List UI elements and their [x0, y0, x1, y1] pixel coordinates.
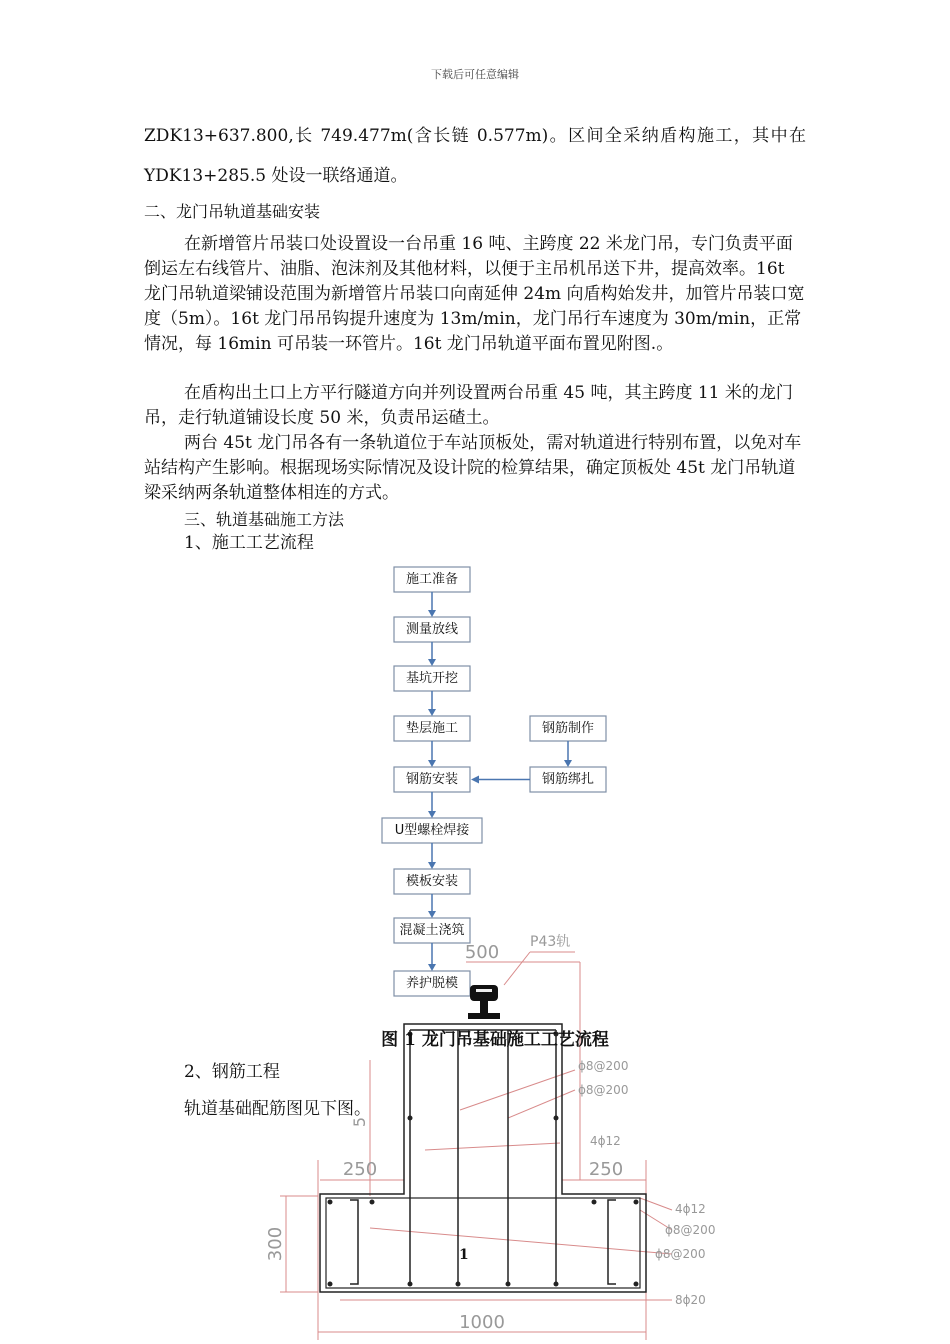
rebar-label: 4ϕ12	[590, 1134, 621, 1148]
flow-side-step-1	[530, 716, 606, 741]
rail-label: P43轨	[530, 934, 571, 950]
svg-text:基坑开挖: 基坑开挖	[405, 671, 459, 686]
paragraph-line: YDK13+285.5 处设一联络通道。	[144, 166, 408, 186]
svg-text:钢筋制作: 钢筋制作	[541, 721, 595, 736]
page-number: 1	[459, 1247, 469, 1263]
flow-step-8	[394, 918, 470, 943]
dim-top: 500	[464, 942, 500, 963]
page-header: 下载后可任意编辑	[431, 68, 519, 81]
flow-step-4	[394, 716, 470, 741]
section-heading: 三、轨道基础施工方法	[184, 510, 345, 529]
subsection-heading: 2、钢筋工程	[184, 1062, 280, 1082]
dim-stem: 5	[350, 1116, 369, 1128]
flow-step-1	[394, 567, 470, 592]
rebar-label: ϕ8@200	[578, 1083, 629, 1097]
rebar-label: 4ϕ12	[675, 1202, 706, 1216]
flow-step-2	[394, 617, 470, 642]
dim-width: 1000	[459, 1312, 505, 1333]
subsection-heading: 1、施工工艺流程	[184, 533, 314, 553]
rebar-label: ϕ8@200	[655, 1247, 706, 1261]
dim-right: 250	[588, 1159, 624, 1180]
svg-text:测量放线: 测量放线	[405, 622, 459, 637]
dim-height: 300	[265, 1226, 286, 1262]
flow-step-6	[382, 818, 482, 843]
paragraph: 在盾构出土口上方平行隧道方向并列设置两台吊重 45 吨，其主跨度 11 米的龙门吊，走行轨道铺设长度 50 米，负责吊运碴土。	[144, 383, 793, 428]
rebar-label: ϕ8@200	[665, 1223, 716, 1237]
paragraph-line: ZDK13+637.800,长 749.477m(含长链 0.577m)。区间全采纳盾构施工，其中在	[144, 126, 806, 146]
figure-caption: 图 1 龙门吊基础施工工艺流程	[381, 1030, 609, 1050]
svg-text:U型螺栓焊接: U型螺栓焊接	[394, 823, 470, 838]
svg-text:模板安装: 模板安装	[405, 874, 459, 889]
rebar-label: 8ϕ20	[675, 1293, 706, 1307]
svg-text:施工准备: 施工准备	[405, 572, 459, 587]
section-heading: 二、龙门吊轨道基础安装	[144, 202, 321, 221]
flow-step-9	[394, 971, 470, 996]
svg-text:钢筋绑扎: 钢筋绑扎	[541, 772, 595, 787]
rail-icon	[468, 985, 500, 1019]
dim-left: 250	[342, 1159, 378, 1180]
flow-side-step-2	[530, 767, 606, 792]
flow-step-3	[394, 666, 470, 691]
svg-text:钢筋安装: 钢筋安装	[405, 772, 459, 787]
paragraph: 在新增管片吊装口处设置设一台吊重 16 吨、主跨度 22 米龙门吊，专门负责平面倒运左右线管片、油脂、泡沫剂及其他材料，以便于主吊机吊送下井，提高效率。16t 龙门吊轨道梁铺设范围为新增管片吊装口向南延伸 24m 向盾构始发井，加管片吊装口宽度（5m）。16t 龙门吊吊钩提升速度为 13m/min，龙门吊行车速度为 30m/min，正常情况，每 16min 可吊装一环管片。16t 龙门吊轨道平面布置见附图.。	[144, 234, 805, 354]
rebar-label: ϕ8@200	[578, 1059, 629, 1073]
rebar-drawing	[265, 933, 715, 1340]
svg-text:养护脱模: 养护脱模	[405, 976, 459, 991]
flow-step-7	[394, 869, 470, 894]
flowchart	[382, 567, 606, 996]
svg-text:混凝土浇筑: 混凝土浇筑	[399, 923, 465, 938]
flow-step-5	[394, 767, 470, 792]
svg-text:垫层施工: 垫层施工	[405, 721, 459, 736]
paragraph: 轨道基础配筋图见下图。	[184, 1099, 371, 1119]
paragraph: 两台 45t 龙门吊各有一条轨道位于车站顶板处，需对轨道进行特别布置，以免对车站结构产生影响。根据现场实际情况及设计院的检算结果，确定顶板处 45t 龙门吊轨道梁采纳两条轨道整体相连的方式。	[144, 433, 802, 503]
